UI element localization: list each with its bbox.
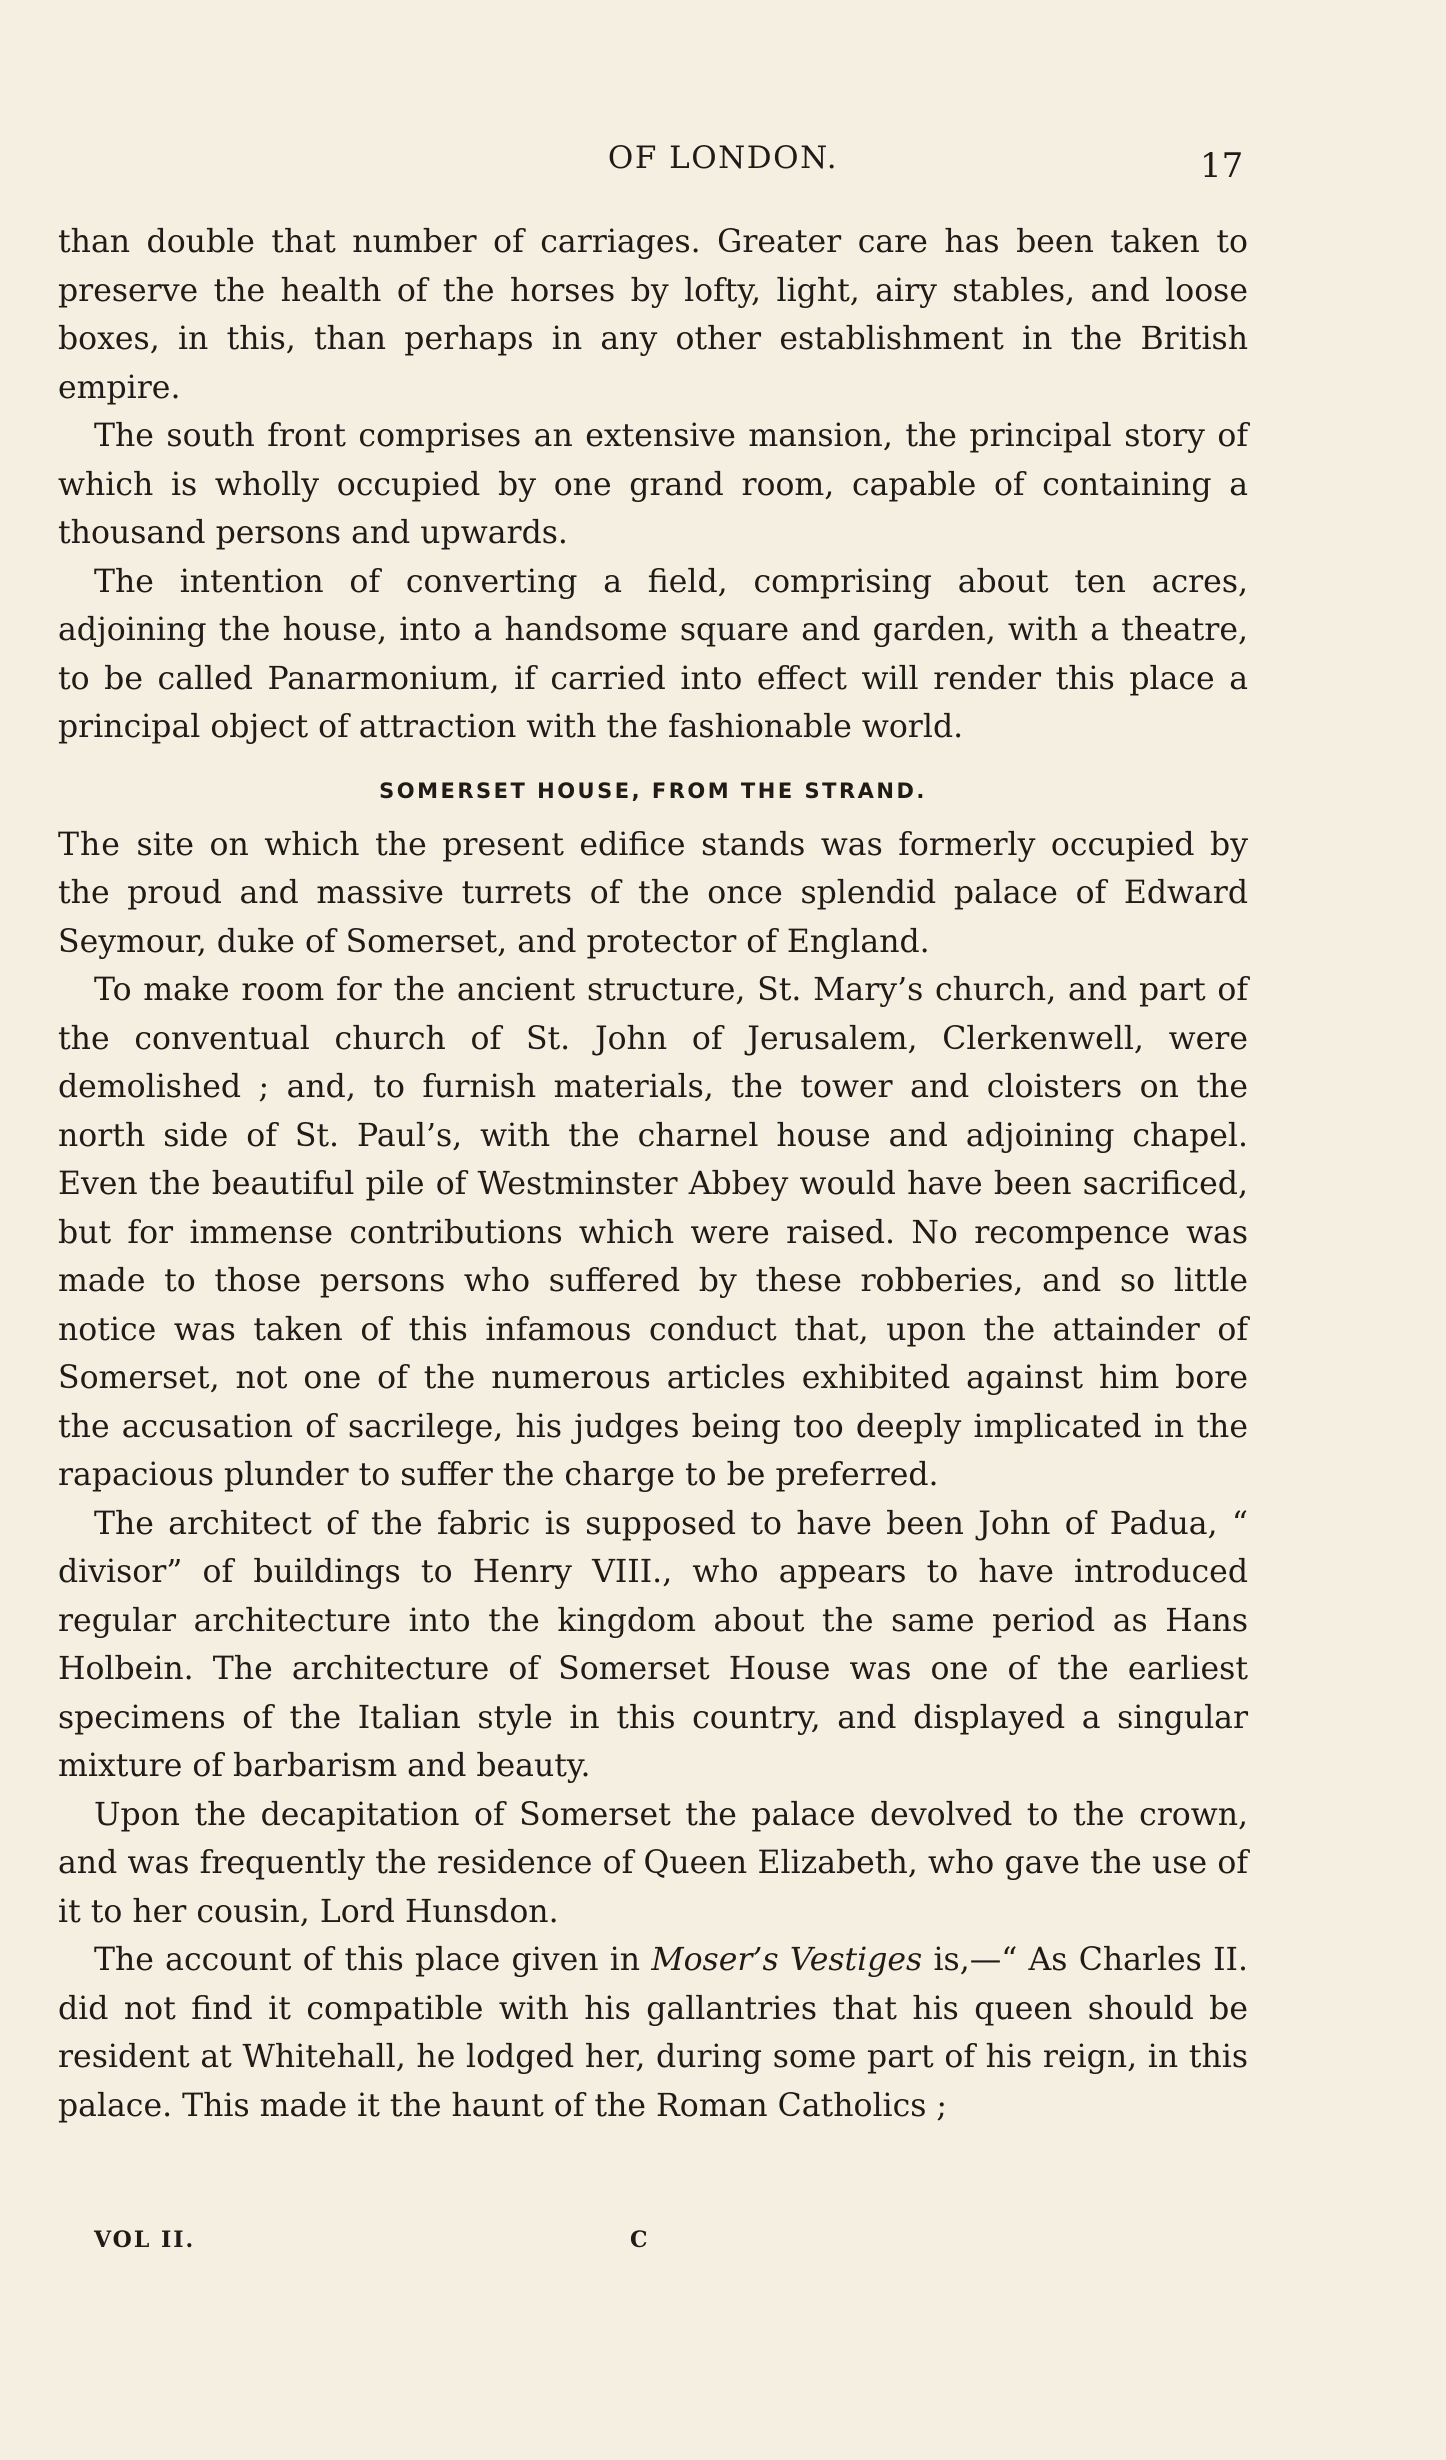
signature-mark: C	[630, 2227, 650, 2253]
section-title: SOMERSET HOUSE, FROM THE STRAND.	[379, 778, 927, 803]
paragraph-site	[58, 821, 1248, 967]
paragraph-demolition: To make room for the ancient structure, St. Mary’s church, and part of the conventual church of St. John of Jerusalem, Clerkenwell, were demolished ; and, to furnish materials, the tower and cloisters on the north side of St. Paul’s, with the charnel house and adjoining chapel. Even the beautiful pile of Westminster Abbey would have been sacrificed, but for immense contributions which were raised. No recompence was made to those persons who suffered by these robberies, and so little notice was taken of this infamous conduct that, upon the attainder of Somerset, not one of the numerous articles exhibited against him bore the accusation of sacrilege, his judges being too deeply implicated in the rapacious plunder to suffer the charge to be preferred.	[58, 972, 1248, 1493]
paragraph-site-text: site on which the present edifice stands was formerly occupied by the proud and massive turrets of the once splendid palace of Edward Seymour, duke of Somerset, and protector of England.	[58, 826, 1248, 960]
page-header	[0, 140, 1446, 190]
running-head: OF LONDON.	[607, 140, 839, 176]
volume-label: VOL II.	[94, 2227, 196, 2253]
paragraph-panarmonium: The intention of converting a field, comprising about ten acres, adjoining the house, into a handsome square and garden, with a theatre, to be called Panarmonium, if carried into effect will render this place a principal object of attraction with the fashionable world.	[58, 563, 1248, 745]
moser-title: Moser’s Vestiges	[651, 1942, 923, 1978]
paragraph-south-front: The south front comprises an extensive mansion, the principal story of which is wholly occupied by one grand room, capable of containing a thousand persons and upwards.	[58, 418, 1248, 551]
page-number: 17	[1200, 146, 1244, 186]
paragraph-architect: The architect of the fabric is supposed to have been John of Padua, “ divisor” of buildings to Henry VIII., who appears to have introduced regular architecture into the kingdom about the same period as Hans Holbein. The architecture of Somerset House was one of the earliest specimens of the Italian style in this country, and displayed a singular mixture of barbarism and beauty.	[58, 1505, 1248, 1784]
moser-rest: is,—“ As Charles II. did not find it compatible with his gallantries that his queen should be resident at Whitehall, he lodged her, during some part of his reign, in this palace. This made it the haunt of the Roman Catholics ;	[58, 1942, 1248, 2124]
body-text	[58, 218, 1248, 2130]
paragraph-continued: than double that number of carriages. Greater care has been taken to preserve the health of the horses by lofty, light, airy stables, and loose boxes, in this, than perhaps in any other establishment in the British empire.	[58, 224, 1248, 406]
paragraph-decapitation: Upon the decapitation of Somerset the palace devolved to the crown, and was frequently the residence of Queen Elizabeth, who gave the use of it to her cousin, Lord Hunsdon.	[58, 1796, 1248, 1930]
moser-start: The account of this place given in	[94, 1942, 652, 1978]
paragraph-moser-account	[58, 1936, 1248, 2130]
lead-word: The	[58, 826, 121, 863]
page-footer	[94, 2227, 1194, 2267]
